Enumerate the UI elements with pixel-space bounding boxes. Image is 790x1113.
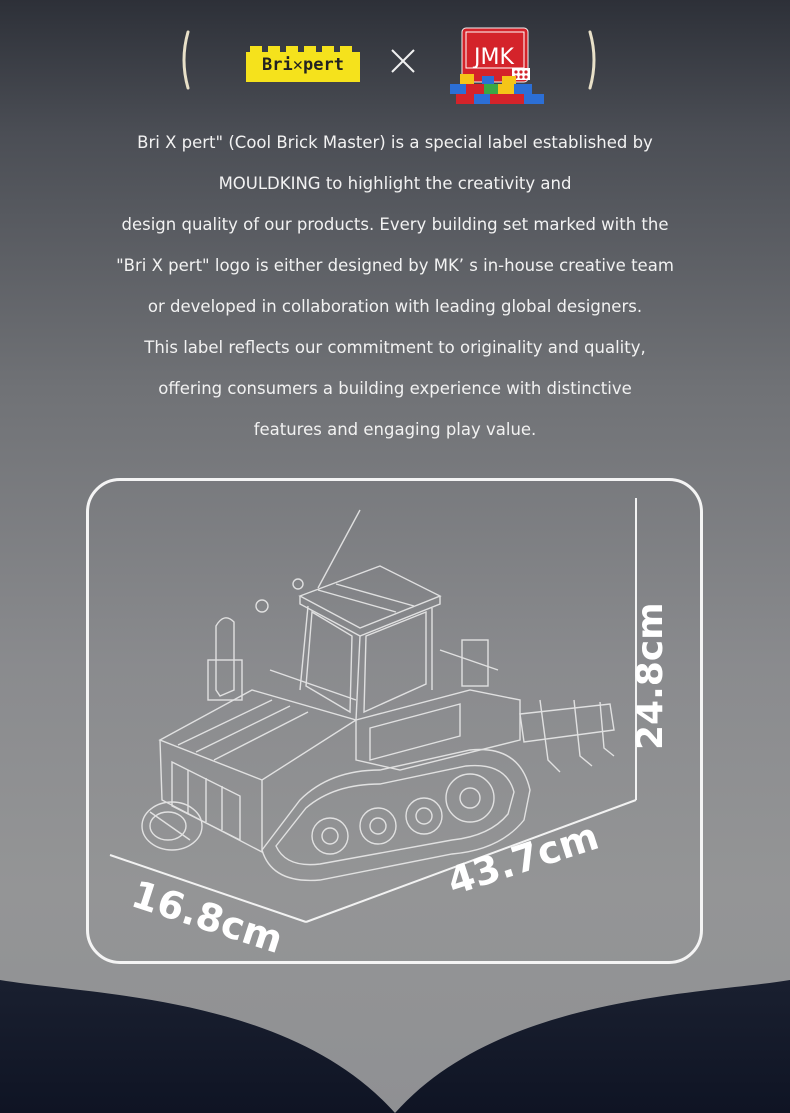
description-line: This label reflects our commitment to originality and quality, [144,338,646,357]
cross-separator-icon [388,46,418,76]
description-line: Bri X pert" (Cool Brick Master) is a special label established by [137,133,653,152]
description-line: features and engaging play value. [253,420,537,439]
height-dimension-label: 24.8cm [630,602,671,750]
brixpert-logo [246,40,360,84]
width-dimension-label: 16.8cm [126,872,289,963]
description-line: or developed in collaboration with leading global designers. [147,297,643,316]
description-line: design quality of our products. Every building set marked with the [121,215,669,234]
brixpert-description [0,122,790,450]
description-line: "Bri X pert" logo is either designed by MK’ s in-house creative team [116,256,674,275]
left-bracket-icon [178,30,190,90]
description-line: MOULDKING to highlight the creativity and [218,174,572,193]
jmk-logo-text: JMK [474,44,514,70]
description-line: offering consumers a building experience with distinctive [158,379,632,398]
product-dimension-drawing [0,470,790,990]
jmk-logo [442,26,550,108]
length-dimension-label: 43.7cm [442,813,604,904]
right-bracket-icon [588,30,600,90]
tractor-model-drawing [142,510,614,880]
brixpert-logo-text: Bri✕pert [262,55,344,75]
